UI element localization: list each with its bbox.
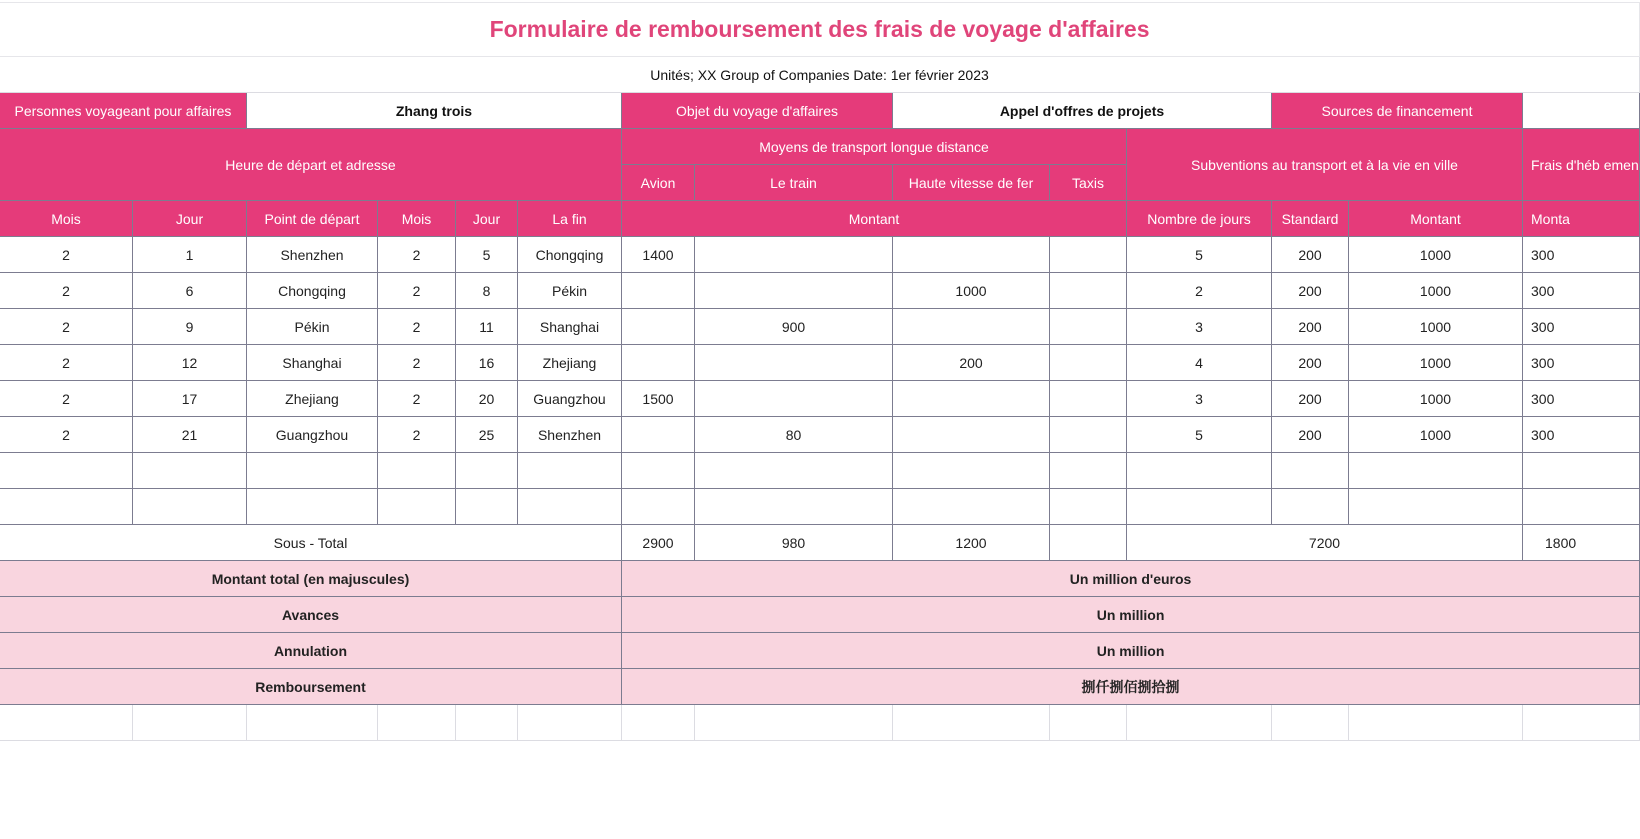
empty-cell[interactable] xyxy=(1050,489,1127,525)
cell-days[interactable]: 4 xyxy=(1127,345,1272,381)
cell-destination[interactable]: Shanghai xyxy=(518,309,622,345)
cell-plane[interactable] xyxy=(622,417,695,453)
empty-cell[interactable] xyxy=(695,453,893,489)
cell-taxi[interactable] xyxy=(1050,237,1127,273)
cell-destination[interactable]: Zhejiang xyxy=(518,345,622,381)
company-date-info: Unités; XX Group of Companies Date: 1er février 2023 xyxy=(0,57,1640,93)
cell-day-start[interactable]: 6 xyxy=(133,273,247,309)
empty-cell[interactable] xyxy=(133,453,247,489)
header-lodging: Frais d'héb emen xyxy=(1523,129,1640,201)
header-train: Le train xyxy=(695,165,893,201)
empty-cell[interactable] xyxy=(247,489,378,525)
cell-month-start[interactable]: 2 xyxy=(0,417,133,453)
header-amount-lodging: Monta xyxy=(1523,201,1640,237)
cell-month-start[interactable]: 2 xyxy=(0,345,133,381)
header-start: Point de départ xyxy=(247,201,378,237)
cell-day-start[interactable]: 21 xyxy=(133,417,247,453)
empty-cell[interactable] xyxy=(622,489,695,525)
header-days-count: Nombre de jours xyxy=(1127,201,1272,237)
header-day: Jour xyxy=(133,201,247,237)
table-row xyxy=(0,345,1640,381)
subtotal-hsr[interactable]: 1200 xyxy=(893,525,1050,561)
cell-month-start[interactable]: 2 xyxy=(0,273,133,309)
empty-cell[interactable] xyxy=(1272,489,1349,525)
cell-departure[interactable]: Shenzhen xyxy=(247,237,378,273)
empty-cell[interactable] xyxy=(1272,705,1349,741)
traveler-value[interactable]: Zhang trois xyxy=(247,93,622,129)
cell-month-end[interactable]: 2 xyxy=(378,417,456,453)
empty-cell[interactable] xyxy=(1523,453,1640,489)
summary-advances-label: Avances xyxy=(0,597,622,633)
cell-standard[interactable]: 200 xyxy=(1272,381,1349,417)
subtotal-train[interactable]: 980 xyxy=(695,525,893,561)
cell-subsidy-amount[interactable]: 1000 xyxy=(1349,273,1523,309)
header-departure: Heure de départ et adresse xyxy=(0,129,622,201)
empty-cell[interactable] xyxy=(622,705,695,741)
cell-month-end[interactable]: 2 xyxy=(378,381,456,417)
cell-days[interactable]: 2 xyxy=(1127,273,1272,309)
table-row xyxy=(0,237,1640,273)
cell-hsr[interactable] xyxy=(893,381,1050,417)
table-row xyxy=(0,309,1640,345)
cell-plane[interactable]: 1500 xyxy=(622,381,695,417)
header-end: La fin xyxy=(518,201,622,237)
subtotal-plane[interactable]: 2900 xyxy=(622,525,695,561)
empty-cell[interactable] xyxy=(1523,489,1640,525)
purpose-label: Objet du voyage d'affaires xyxy=(622,93,893,129)
empty-cell[interactable] xyxy=(456,453,518,489)
cell-standard[interactable]: 200 xyxy=(1272,273,1349,309)
cell-hsr[interactable]: 1000 xyxy=(893,273,1050,309)
empty-cell[interactable] xyxy=(1050,705,1127,741)
cell-month-start[interactable]: 2 xyxy=(0,381,133,417)
cell-days[interactable]: 3 xyxy=(1127,309,1272,345)
cell-month-end[interactable]: 2 xyxy=(378,345,456,381)
empty-cell[interactable] xyxy=(893,453,1050,489)
empty-cell[interactable] xyxy=(1127,489,1272,525)
cell-lodging-amount[interactable]: 300 xyxy=(1523,273,1640,309)
cell-taxi[interactable] xyxy=(1050,273,1127,309)
cell-train[interactable] xyxy=(695,345,893,381)
cell-taxi[interactable] xyxy=(1050,345,1127,381)
cell-day-end[interactable]: 8 xyxy=(456,273,518,309)
empty-cell[interactable] xyxy=(0,489,133,525)
cell-subsidy-amount[interactable]: 1000 xyxy=(1349,417,1523,453)
header-subsidy: Subventions au transport et à la vie en ville xyxy=(1127,129,1523,201)
cell-standard[interactable]: 200 xyxy=(1272,345,1349,381)
cell-plane[interactable]: 1400 xyxy=(622,237,695,273)
cell-plane[interactable] xyxy=(622,345,695,381)
cell-taxi[interactable] xyxy=(1050,381,1127,417)
cell-standard[interactable]: 200 xyxy=(1272,417,1349,453)
cell-day-start[interactable]: 1 xyxy=(133,237,247,273)
empty-cell[interactable] xyxy=(1349,489,1523,525)
cell-plane[interactable] xyxy=(622,309,695,345)
summary-cancel-value[interactable]: Un million xyxy=(622,633,1640,669)
cell-hsr[interactable] xyxy=(893,417,1050,453)
cell-month-end[interactable]: 2 xyxy=(378,237,456,273)
cell-hsr[interactable] xyxy=(893,309,1050,345)
cell-standard[interactable]: 200 xyxy=(1272,237,1349,273)
cell-subsidy-amount[interactable]: 1000 xyxy=(1349,345,1523,381)
cell-departure[interactable]: Guangzhou xyxy=(247,417,378,453)
header-amount: Montant xyxy=(622,201,1127,237)
header-amount-subsidy: Montant xyxy=(1349,201,1523,237)
empty-cell[interactable] xyxy=(893,705,1050,741)
subtotal-lodging[interactable]: 1800 xyxy=(1523,525,1640,561)
empty-cell[interactable] xyxy=(247,705,378,741)
cell-day-start[interactable]: 9 xyxy=(133,309,247,345)
cell-departure[interactable]: Zhejiang xyxy=(247,381,378,417)
empty-cell[interactable] xyxy=(378,489,456,525)
cell-departure[interactable]: Shanghai xyxy=(247,345,378,381)
cell-day-end[interactable]: 11 xyxy=(456,309,518,345)
subtotal-subsidy[interactable]: 7200 xyxy=(1127,525,1523,561)
cell-train[interactable] xyxy=(695,381,893,417)
cell-month-start[interactable]: 2 xyxy=(0,237,133,273)
cell-days[interactable]: 5 xyxy=(1127,237,1272,273)
empty-cell[interactable] xyxy=(378,453,456,489)
cell-destination[interactable]: Chongqing xyxy=(518,237,622,273)
cell-day-end[interactable]: 16 xyxy=(456,345,518,381)
cell-lodging-amount[interactable]: 300 xyxy=(1523,417,1640,453)
cell-day-start[interactable]: 17 xyxy=(133,381,247,417)
empty-cell[interactable] xyxy=(1349,705,1523,741)
empty-cell[interactable] xyxy=(0,453,133,489)
cell-hsr[interactable] xyxy=(893,237,1050,273)
empty-cell[interactable] xyxy=(1272,453,1349,489)
cell-train[interactable]: 900 xyxy=(695,309,893,345)
cell-days[interactable]: 5 xyxy=(1127,417,1272,453)
cell-days[interactable]: 3 xyxy=(1127,381,1272,417)
empty-cell[interactable] xyxy=(518,705,622,741)
cell-month-start[interactable]: 2 xyxy=(0,309,133,345)
table-row xyxy=(0,273,1640,309)
empty-cell[interactable] xyxy=(1349,453,1523,489)
empty-cell[interactable] xyxy=(1127,705,1272,741)
cell-lodging-amount[interactable]: 300 xyxy=(1523,237,1640,273)
cell-taxi[interactable] xyxy=(1050,309,1127,345)
summary-total-value[interactable]: Un million d'euros xyxy=(622,561,1640,597)
cell-subsidy-amount[interactable]: 1000 xyxy=(1349,237,1523,273)
header-taxi: Taxis xyxy=(1050,165,1127,201)
empty-cell[interactable] xyxy=(378,705,456,741)
cell-month-end[interactable]: 2 xyxy=(378,273,456,309)
empty-cell[interactable] xyxy=(518,453,622,489)
empty-cell[interactable] xyxy=(1127,453,1272,489)
cell-lodging-amount[interactable]: 300 xyxy=(1523,381,1640,417)
empty-cell[interactable] xyxy=(893,489,1050,525)
table-row xyxy=(0,417,1640,453)
empty-cell[interactable] xyxy=(133,489,247,525)
cell-lodging-amount[interactable]: 300 xyxy=(1523,345,1640,381)
empty-cell[interactable] xyxy=(695,489,893,525)
funding-label: Sources de financement xyxy=(1272,93,1523,129)
cell-taxi[interactable] xyxy=(1050,417,1127,453)
empty-cell[interactable] xyxy=(518,489,622,525)
empty-cell[interactable] xyxy=(622,453,695,489)
empty-cell[interactable] xyxy=(0,705,133,741)
summary-total-label: Montant total (en majuscules) xyxy=(0,561,622,597)
summary-refund-value[interactable]: 捌仟捌佰捌拾捌 xyxy=(622,669,1640,705)
header-month: Mois xyxy=(0,201,133,237)
header-plane: Avion xyxy=(622,165,695,201)
empty-cell[interactable] xyxy=(456,705,518,741)
header-month-end: Mois xyxy=(378,201,456,237)
header-hsr: Haute vitesse de fer xyxy=(893,165,1050,201)
summary-cancel-label: Annulation xyxy=(0,633,622,669)
form-title-text: Formulaire de remboursement des frais de voyage d'affaires xyxy=(489,16,1150,42)
cell-departure[interactable]: Pékin xyxy=(247,309,378,345)
cell-train[interactable] xyxy=(695,237,893,273)
traveler-label: Personnes voyageant pour affaires xyxy=(0,93,247,129)
reimbursement-table xyxy=(0,2,1640,741)
empty-cell[interactable] xyxy=(1050,453,1127,489)
subtotal-taxi[interactable] xyxy=(1050,525,1127,561)
cell-month-end[interactable]: 2 xyxy=(378,309,456,345)
table-row xyxy=(0,381,1640,417)
summary-advances-value[interactable]: Un million xyxy=(622,597,1640,633)
empty-cell[interactable] xyxy=(247,453,378,489)
empty-cell[interactable] xyxy=(133,705,247,741)
cell-day-end[interactable]: 20 xyxy=(456,381,518,417)
cell-departure[interactable]: Chongqing xyxy=(247,273,378,309)
cell-lodging-amount[interactable]: 300 xyxy=(1523,309,1640,345)
subtotal-label: Sous - Total xyxy=(0,525,622,561)
cell-destination[interactable]: Guangzhou xyxy=(518,381,622,417)
cell-day-end[interactable]: 5 xyxy=(456,237,518,273)
purpose-value[interactable]: Appel d'offres de projets xyxy=(893,93,1272,129)
header-standard: Standard xyxy=(1272,201,1349,237)
cell-train[interactable] xyxy=(695,273,893,309)
empty-cell[interactable] xyxy=(1523,705,1640,741)
header-long-transport: Moyens de transport longue distance xyxy=(622,129,1127,165)
summary-refund-label: Remboursement xyxy=(0,669,622,705)
cell-destination[interactable]: Shenzhen xyxy=(518,417,622,453)
cell-standard[interactable]: 200 xyxy=(1272,309,1349,345)
cell-train[interactable]: 80 xyxy=(695,417,893,453)
empty-cell[interactable] xyxy=(695,705,893,741)
form-title xyxy=(0,3,1640,57)
cell-destination[interactable]: Pékin xyxy=(518,273,622,309)
empty-cell[interactable] xyxy=(456,489,518,525)
cell-subsidy-amount[interactable]: 1000 xyxy=(1349,381,1523,417)
cell-hsr[interactable]: 200 xyxy=(893,345,1050,381)
cell-day-end[interactable]: 25 xyxy=(456,417,518,453)
cell-day-start[interactable]: 12 xyxy=(133,345,247,381)
cell-plane[interactable] xyxy=(622,273,695,309)
header-day-end: Jour xyxy=(456,201,518,237)
funding-value[interactable] xyxy=(1523,93,1640,129)
cell-subsidy-amount[interactable]: 1000 xyxy=(1349,309,1523,345)
